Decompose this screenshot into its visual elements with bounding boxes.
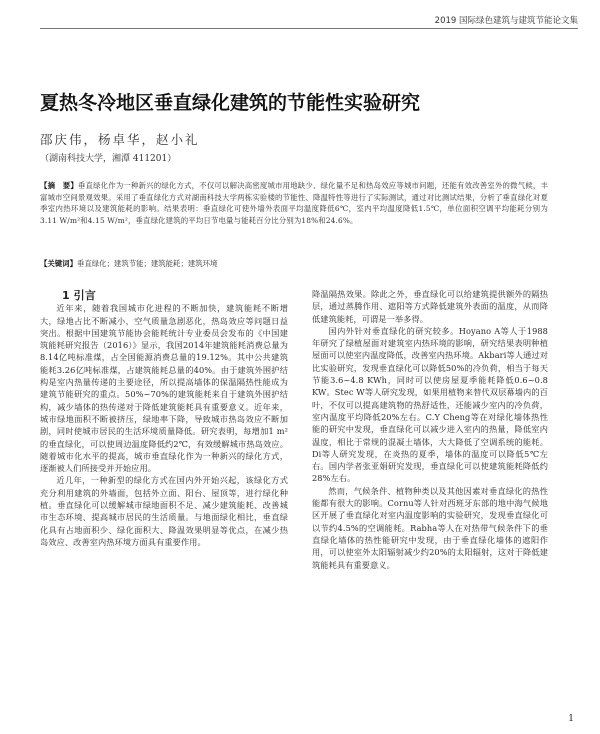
page-number: 1 <box>568 714 574 724</box>
body-column-left <box>40 290 288 548</box>
keywords <box>40 258 548 269</box>
abstract-text: 垂直绿化作为一种新兴的绿化方式，不仅可以解决高密度城市用地缺少、绿化量不足和热岛效应等城市问题，还能有效改善室外的微气候，丰富城市空间景观效果。采用了垂直绿化方式对湖南科技大学两栋实验楼的节能性、降温特性等进行了实际测试，通过对比测试结果，分析了垂直绿化对夏季室内热环境以及建筑能耗的影响。结果表明：垂直绿化可使外墙外表面平均温度降低6℃，室内平均温度降低1.5℃，单位面积空调平均能耗分别为3.11 W/m²和4.15 W/m²，垂直绿化建筑的平均日节电量与能耗百分比分别为18%和24.6%。 <box>40 181 548 225</box>
body-paragraph: 近几年，一种新型的绿化方式在国内外开始兴起，该绿化方式充分利用建筑的外墙面，包括外立面、阳台、屋顶等，进行绿化种植。垂直绿化可以缓解城市绿地面积不足、减少建筑能耗、改善城市生态环境、提高城市居民的生活质量。与地面绿化相比，垂直绿化具有占地面积少、绿化面积大、降温效果明显等优点，在减少热岛效应、改善室内热环境方面具有重要作用。 <box>40 475 288 547</box>
running-header <box>40 14 578 29</box>
body-paragraph: 降温隔热效果。除此之外，垂直绿化可以给建筑提供额外的隔热层，通过蒸腾作用、遮阳等方式降低建筑外表面的温度，从而降低建筑能耗，可谓是一举多得。 <box>312 289 548 324</box>
abstract-label: 【摘 要】 <box>40 181 78 190</box>
paper-authors: 邵庆伟，杨卓华，赵小礼 <box>40 132 200 147</box>
section-title: 1 引言 <box>62 289 96 302</box>
keywords-text: 垂直绿化；建筑节能；建筑能耗；建筑环境 <box>76 259 218 268</box>
body-column-right <box>312 288 548 571</box>
paper-affiliation: （湖南科技大学，湘潭 411201） <box>40 154 177 164</box>
keywords-label: 【关键词】 <box>40 259 77 268</box>
paper-title: 夏热冬冷地区垂直绿化建筑的节能性实验研究 <box>40 92 421 114</box>
body-paragraph: 然而，气候条件、植物种类以及其他因素对垂直绿化的热性能都有很大的影响。Cornu等人针对西班牙东部的地中海气候地区开展了垂直绿化对室内温度影响的实验研究，发现垂直绿化可以节约4.5%的空调能耗。Rabha等人在对热带气候条件下的垂直绿化墙体的热性能研究中发现，由于垂直绿化墙体的遮阳作用，可以使室外太阳辐射减少约20%的太阳辐射，这对于降低建筑能耗具有重要意义。 <box>312 485 548 570</box>
body-paragraph: 近年来，随着我国城市化进程的不断加快，建筑能耗不断增大，绿地占比不断减小，空气质量急剧恶化，热岛效应等问题日益突出。根据中国建筑节能协会能耗统计专业委员会发布的《中国建筑能耗研究报告（2016）》显示，我国2014年建筑能耗消费总量为8.14亿吨标准煤，占全国能源消费总量的19.12%。其中公共建筑能耗3.26亿吨标准煤，占建筑能耗总量的40%。由于建筑外围护结构是室内热量传递的主要途径，所以提高墙体的保温隔热性能成为建筑节能研究的重点。50%~70%的建筑能耗来自于建筑外围护结构，减少墙体的热传递对于降低建筑能耗具有重要意义。近年来，城市绿地面积不断被挤压，绿地率下降，导致城市热岛效应不断加剧，同时使城市居民的生活环境质量降低。研究表明，每增加1 m²的垂直绿化，可以使周边温度降低约2℃，有效缓解城市热岛效应。随着城市化水平的提高，城市垂直绿化作为一种新兴的绿化方式，逐渐被人们所接受并开始应用。 <box>40 303 288 474</box>
body-paragraph: 国内外针对垂直绿化的研究较多。Hoyano A等人于1988年研究了绿植屋面对建筑室内热环境的影响，研究结果表明种植屋面可以使室内温度降低，改善室内热环境。Akbari等人通过对比实验研究，发现垂直绿化可以降低50%的冷负荷，相当于每天节能3.6~4.8 KWh，同时可以使房屋夏季能耗降低0.6~0.8 KW。Stec W等人研究发现，如果用植物来替代双层幕墙内的百叶，不仅可以提高建筑物的热舒适性，还能减少室内的冷负荷，室内温度平均降低20%左右。C.Y Cheng等在对绿化墙体热性能的研究中发现，垂直绿化可以减少进入室内的热量，降低室内温度，相比于常规的混凝土墙体，大大降低了空调系统的能耗。Di等人研究发现，在炎热的夏季，墙体的温度可以降低5℃左右。国内学者张亚娟研究发现，垂直绿化可以使建筑能耗降低约28%左右。 <box>312 325 548 484</box>
abstract <box>40 180 548 226</box>
running-title: 2019 国际绿色建筑与建筑节能论文集 <box>434 16 578 26</box>
